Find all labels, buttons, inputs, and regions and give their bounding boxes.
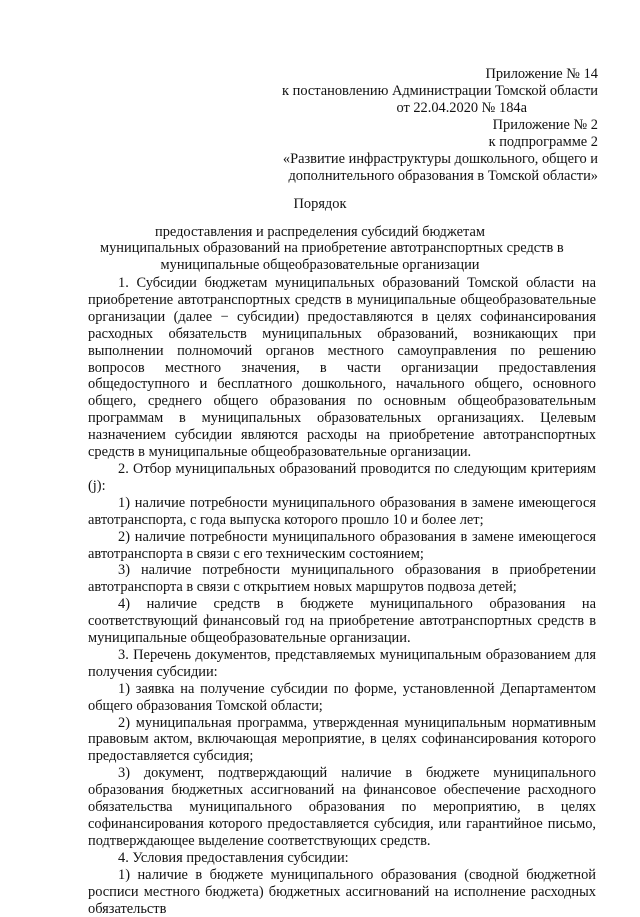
subprogram-title-line-1: «Развитие инфраструктуры дошкольного, общего и [282, 151, 598, 167]
paragraph-document-1: 1) заявка на получение субсидии по форме, установленной Департаментом общего образования Томской области; [88, 680, 596, 714]
paragraph-criterion-3: 3) наличие потребности муниципального образования в приобретении автотранспорта в связи с открытием новых маршрутов подвоза детей; [88, 562, 596, 596]
paragraph-document-3: 3) документ, подтверждающий наличие в бюджете муниципального образования бюджетных ассигнований на финансовое обеспечение расходного обязательства муниципального образования по мероприятию, в целях софинансирования которого предоставляется субсидия, или гарантийное письмо, подтверждающее выделение соответствующих средств. [88, 765, 596, 849]
appendix-number: Приложение № 14 [485, 66, 598, 82]
subprogram-reference: к подпрограмме 2 [488, 134, 598, 150]
paragraph-1: 1. Субсидии бюджетам муниципальных образований Томской области на приобретение автотранспортных средств в муниципальные общеобразовательные организации (далее − субсидии) предоставляются в целях софинансирования расходных обязательств муниципальных образований, возникающих при выполнении полномочий органов местного самоуправления по решению вопросов местного значения, в части организации предоставления общедоступного и бесплатного дошкольного, начального общего, основного общего, среднего общего образования по основным общеобразовательным программам в муниципальных образовательных организациях. Целевым назначением субсидии являются расходы на приобретение автотранспортных средств в муниципальные общеобразовательные организации. [88, 275, 596, 461]
paragraph-criterion-4: 4) наличие средств в бюджете муниципального образования на соответствующий финансовый год на приобретение автотранспортных средств в муниципальные общеобразовательные организации. [88, 596, 596, 647]
subprogram-appendix-number: Приложение № 2 [492, 117, 598, 133]
title-line-3: муниципальные общеобразовательные организации [160, 256, 480, 273]
title-line-1: предоставления и распределения субсидий бюджетам [155, 223, 485, 240]
resolution-reference: к постановлению Администрации Томской области [282, 83, 598, 99]
paragraph-criterion-2: 2) наличие потребности муниципального образования в замене имеющегося автотранспорта в связи с его техническим состоянием; [88, 528, 596, 562]
title-line-2: муниципальных образований на приобретение автотранспортных средств в [100, 240, 564, 256]
paragraph-criterion-1: 1) наличие потребности муниципального образования в замене имеющегося автотранспорта, с года выпуска которого прошло 10 и более лет; [88, 494, 596, 528]
paragraph-3: 3. Перечень документов, представляемых муниципальным образованием для получения субсидии: [88, 646, 596, 680]
resolution-date: от 22.04.2020 № 184а [396, 100, 527, 116]
subprogram-title-line-2: дополнительного образования в Томской области» [288, 168, 598, 184]
paragraph-condition-1: 1) наличие в бюджете муниципального образования (сводной бюджетной росписи местного бюджета) бюджетных ассигнований на исполнение расходных обязательств [88, 866, 596, 917]
appendix-header [178, 66, 598, 185]
document-title [100, 196, 564, 273]
paragraph-2: 2. Отбор муниципальных образований проводится по следующим критериям (j): [88, 460, 596, 494]
document-body [88, 275, 596, 917]
title-heading: Порядок [293, 196, 347, 212]
paragraph-4: 4. Условия предоставления субсидии: [118, 849, 349, 866]
paragraph-document-2: 2) муниципальная программа, утвержденная муниципальным нормативным правовым актом, включающая мероприятие, в целях софинансирования которого предоставляется субсидия; [88, 714, 596, 765]
